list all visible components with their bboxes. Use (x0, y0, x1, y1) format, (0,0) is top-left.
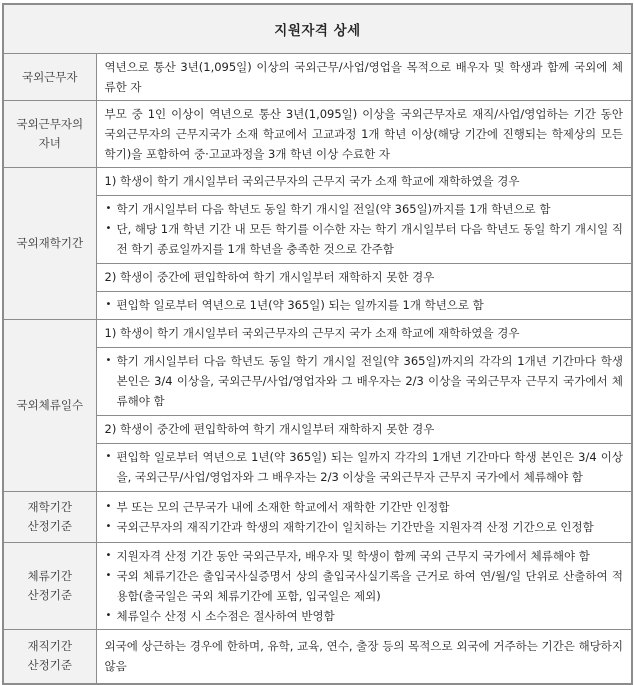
row-label-text: 국외체류일수 (16, 398, 84, 412)
row-label-text: 국외근무자 (21, 69, 78, 84)
table-row-employment-period-criteria (3, 630, 632, 684)
row-label-text: 국외재학기간 (16, 236, 84, 250)
table-header-row (3, 4, 632, 54)
row-content: 역년으로 통산 3년(1,095일) 이상의 국외근무/사업/영업을 목적으로 배우자 및 학생과 함께 국외에 체류한 자 (96, 54, 632, 101)
section-heading: 1) 학생이 학기 개시일부터 국외근무자의 근무지 국가 소재 학교에 재학하였을 경우 (97, 320, 632, 348)
bullet-item: • 학기 개시일부터 다음 학년도 동일 학기 개시일 전일(약 365일)까지의 각각의 1개년 기간마다 학생 본인은 3/4 이상을, 국외근무/사업/영업자와 그 배우자는 2/3 이상을 국외근무자 근무지 국가에서 체류해야 함 (105, 351, 624, 411)
eligibility-detail-table-container (2, 3, 631, 685)
row-label-text: 산정기준 (27, 519, 72, 533)
table-row-overseas-enrollment-period (3, 168, 632, 320)
row-label (3, 492, 96, 543)
section-bullets (97, 444, 632, 491)
bullet-item: • 국외 체류기간은 출입국사실증명서 상의 출입국사실기록을 근거로 하여 연/월/일 단위로 산출하여 적용함(출국일은 국외 체류기간에 포함, 입국일은 제외) (105, 566, 624, 606)
table-row-worker-child (3, 101, 632, 168)
row-label-text: 산정기준 (27, 588, 72, 602)
row-label (3, 54, 96, 101)
table-title: 지원자격 상세 (3, 4, 632, 54)
row-label-text: 재학기간 (27, 500, 72, 514)
bullet-item: • 지원자격 산정 기간 동안 국외근무자, 배우자 및 학생이 함께 국외 근무지 국가에서 체류해야 함 (105, 546, 624, 566)
table-row-overseas-stay-days (3, 320, 632, 492)
eligibility-detail-table (2, 3, 633, 685)
row-content: 외국에 상근하는 경우에 한하며, 유학, 교육, 연수, 출장 등의 목적으로 외국에 거주하는 기간은 해당하지 않음 (96, 630, 632, 684)
section-bullets (97, 348, 632, 416)
section-bullets (97, 196, 632, 264)
row-label-text: 체류기간 (27, 569, 72, 583)
section-heading: 1) 학생이 학기 개시일부터 국외근무자의 근무지 국가 소재 학교에 재학하였을 경우 (97, 168, 632, 196)
section-heading: 2) 학생이 중간에 편입학하여 학기 개시일부터 재학하지 못한 경우 (97, 416, 632, 444)
bullet-item: • 부 또는 모의 근무국가 내에 소재한 학교에서 재학한 기간만 인정함 (105, 497, 624, 517)
row-label-text: 산정기준 (27, 658, 72, 673)
table-row-overseas-worker (3, 54, 632, 101)
row-content (96, 168, 632, 320)
row-label-text: 재직기간 (27, 639, 72, 654)
row-label (3, 168, 96, 320)
bullet-item: • 편입학 일로부터 역년으로 1년(약 365일) 되는 일까지 각각의 1개년 기간마다 학생 본인은 3/4 이상을, 국외근무/사업/영업자와 그 배우자는 2/3 이상을 국외근무자 근무지 국가에서 체류해야 함 (105, 447, 624, 487)
row-label-text: 자녀 (38, 136, 61, 150)
row-content (96, 492, 632, 543)
row-content: 부모 중 1인 이상이 역년으로 통산 3년(1,095일) 이상을 국외근무자로 재직/사업/영업하는 기간 동안 국외근무자의 근무지국가 소재 학교에서 고교과정 1개 학년 이상(해당 기간에 진행되는 학제상의 모든 학기)을 포함하여 중·고교과정을 3개 학년 이상 수료한 자 (96, 101, 632, 168)
row-content (96, 320, 632, 492)
row-label (3, 320, 96, 492)
bullet-item: • 학기 개시일부터 다음 학년도 동일 학기 개시일 전일(약 365일)까지를 1개 학년으로 함 (105, 199, 624, 219)
row-label-text: 국외근무자의 (16, 117, 84, 131)
row-label (3, 101, 96, 168)
row-label (3, 543, 96, 630)
row-label (3, 630, 96, 684)
bullet-item: • 단, 해당 1개 학년 기간 내 모든 학기를 이수한 자는 학기 개시일부터 다음 학년도 동일 학기 개시일 직전 학기 종료일까지를 1개 학년을 충족한 것으로 간주함 (105, 219, 624, 259)
section-heading: 2) 학생이 중간에 편입학하여 학기 개시일부터 재학하지 못한 경우 (97, 264, 632, 292)
table-row-stay-period-criteria (3, 543, 632, 630)
row-content (96, 543, 632, 630)
table-row-enrollment-period-criteria (3, 492, 632, 543)
bullet-item: • 편입학 일로부터 역년으로 1년(약 365일) 되는 일까지를 1개 학년으로 함 (105, 295, 624, 315)
section-bullets (97, 292, 632, 319)
bullet-item: • 국외근무자의 재직기간과 학생의 재학기간이 일치하는 기간만을 지원자격 산정 기간으로 인정함 (105, 517, 624, 537)
bullet-item: • 체류일수 산정 시 소수점은 절사하여 반영함 (105, 606, 624, 626)
